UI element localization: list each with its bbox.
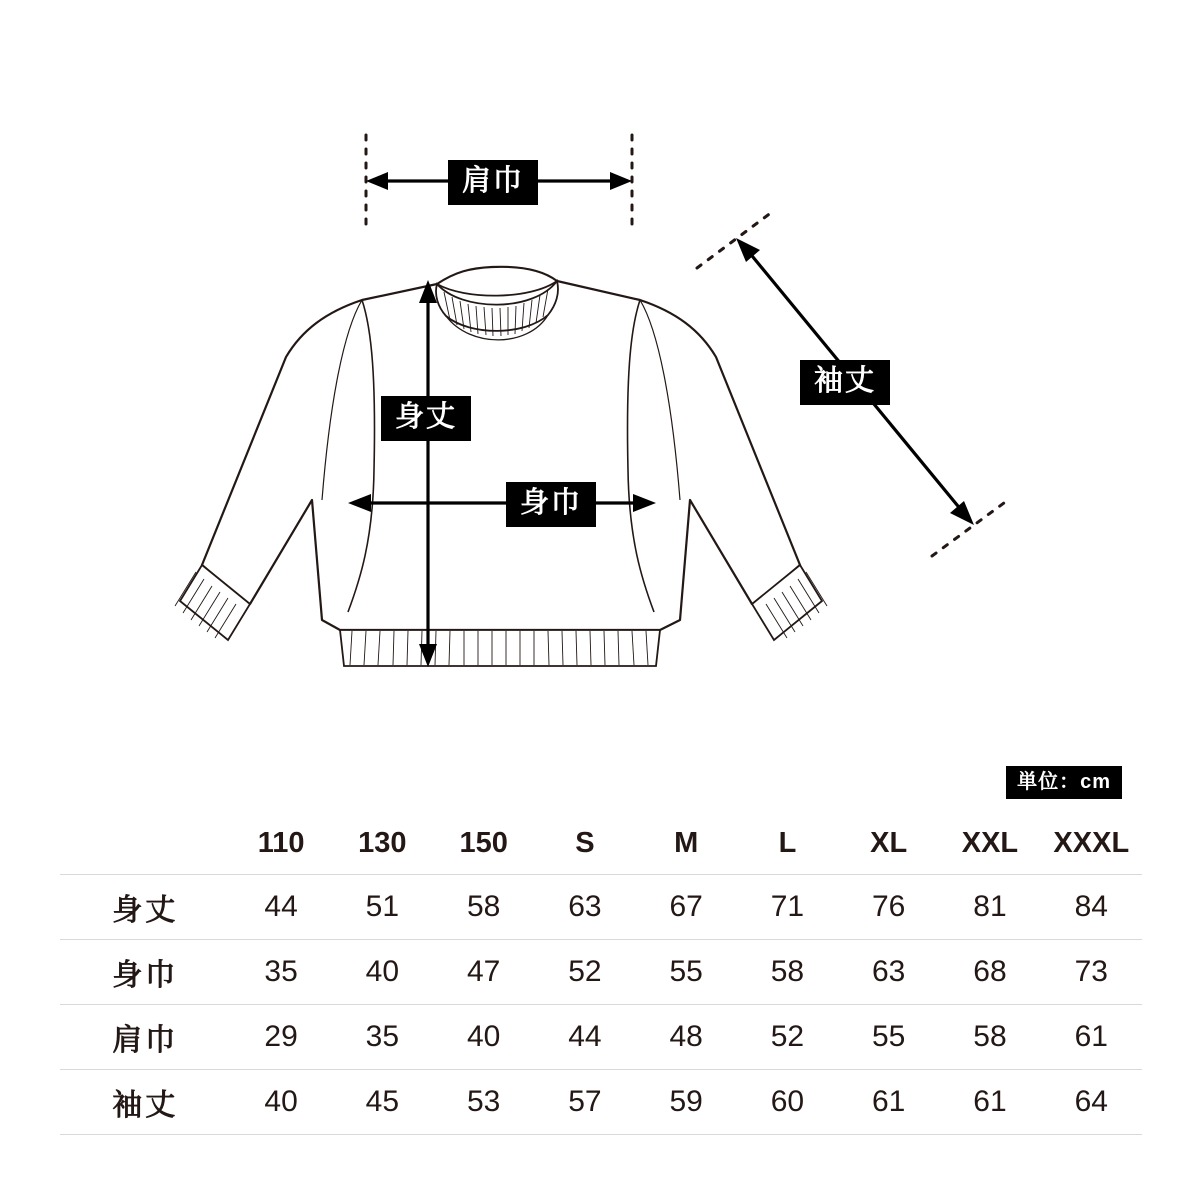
unit-badge: 単位：cm (1006, 766, 1122, 799)
cell-value: 76 (872, 890, 906, 923)
table-row (60, 940, 1142, 1005)
header-size-l: L (778, 826, 797, 859)
header-size-xxxl: XXXL (1053, 826, 1130, 859)
size-table-container (60, 812, 1142, 1135)
label-body-length: 身丈 (381, 396, 471, 441)
cell-value: 61 (973, 1085, 1007, 1118)
cell-value: 53 (466, 1085, 501, 1118)
header-corner (60, 812, 230, 875)
row-label-sleeve-length: 袖丈 (112, 1089, 179, 1122)
cell-value: 35 (264, 955, 298, 988)
cell-value: 47 (466, 955, 501, 988)
cell-value: 60 (770, 1085, 805, 1118)
cell-value: 63 (872, 955, 906, 988)
cell-value: 57 (568, 1085, 602, 1118)
cell-value: 52 (568, 955, 602, 988)
cell-value: 71 (770, 890, 805, 923)
table-row (60, 1070, 1142, 1135)
label-shoulder-width: 肩巾 (448, 160, 538, 205)
cell-value: 67 (669, 890, 703, 923)
cell-value: 68 (973, 955, 1007, 988)
cell-value: 61 (872, 1085, 906, 1118)
header-size-xxl: XXL (961, 826, 1019, 859)
cell-value: 48 (669, 1020, 703, 1053)
header-size-s: S (575, 826, 595, 859)
label-sleeve-length: 袖丈 (800, 360, 890, 405)
table-row (60, 875, 1142, 940)
size-table (60, 812, 1142, 1135)
cell-value: 45 (365, 1085, 400, 1118)
cell-value: 59 (669, 1085, 703, 1118)
cell-value: 29 (264, 1020, 298, 1053)
cell-value: 58 (973, 1020, 1007, 1053)
table-header-row (60, 812, 1142, 875)
cell-value: 61 (1074, 1020, 1108, 1053)
cell-value: 64 (1074, 1085, 1108, 1118)
table-row (60, 1005, 1142, 1070)
cell-value: 55 (872, 1020, 906, 1053)
cell-value: 40 (365, 955, 400, 988)
cell-value: 44 (568, 1020, 602, 1053)
cell-value: 58 (770, 955, 805, 988)
header-size-xl: XL (870, 826, 908, 859)
cell-value: 51 (365, 890, 400, 923)
cell-value: 40 (264, 1085, 298, 1118)
header-size-110: 110 (257, 826, 305, 859)
label-body-width: 身巾 (506, 482, 596, 527)
header-size-150: 150 (459, 826, 508, 859)
row-label-body-length: 身丈 (112, 894, 179, 927)
cell-value: 73 (1074, 955, 1108, 988)
cell-value: 52 (770, 1020, 805, 1053)
cell-value: 84 (1074, 890, 1108, 923)
cell-value: 35 (365, 1020, 400, 1053)
cell-value: 40 (466, 1020, 501, 1053)
cell-value: 81 (973, 890, 1007, 923)
row-label-body-width: 身巾 (112, 959, 179, 992)
header-size-130: 130 (358, 826, 407, 859)
header-size-m: M (674, 826, 699, 859)
row-label-shoulder-width: 肩巾 (112, 1024, 179, 1057)
sweatshirt-outline (175, 267, 827, 666)
cell-value: 58 (466, 890, 501, 923)
cell-value: 63 (568, 890, 602, 923)
cell-value: 55 (669, 955, 703, 988)
cell-value: 44 (264, 890, 298, 923)
